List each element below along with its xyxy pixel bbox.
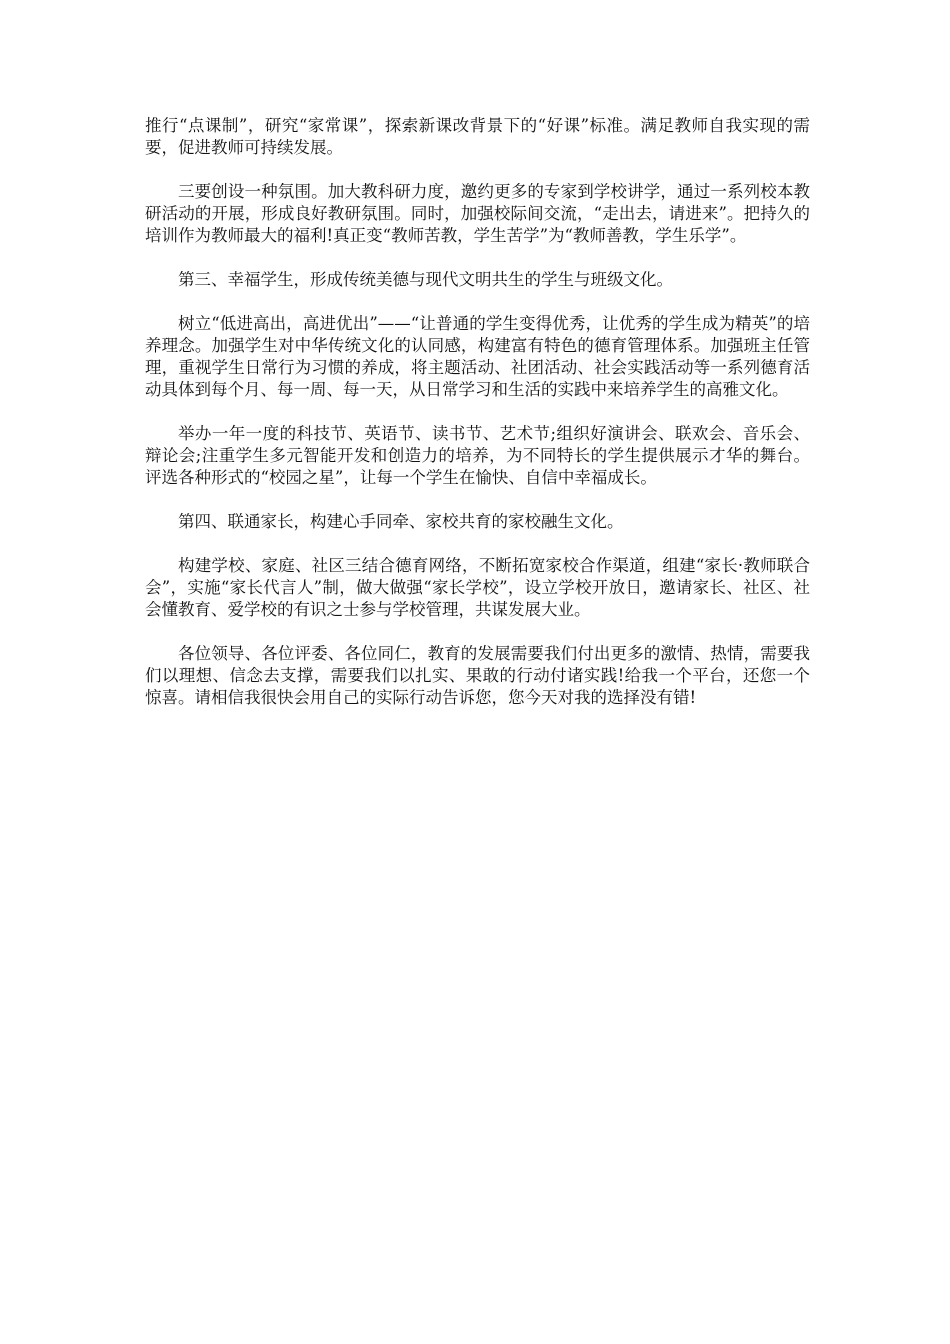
paragraph-7: 构建学校、家庭、社区三结合德育网络，不断拓宽家校合作渠道，组建“家长·教师联合会”，实施“家长代言人”制，做大做强“家长学校”，设立学校开放日，邀请家长、社区、社会懂教育、爱学校的有识之士参与学校管理，共谋发展大业。	[145, 556, 810, 619]
paragraph-3-heading: 第三、幸福学生，形成传统美德与现代文明共生的学生与班级文化。	[178, 270, 673, 289]
paragraph-2: 三要创设一种氛围。加大教科研力度，邀约更多的专家到学校讲学，通过一系列校本教研活动的开展，形成良好教研氛围。同时，加强校际间交流，“走出去，请进来”。把持久的培训作为教师最大的福利!真正变“教师苦教，学生苦学”为“教师善教，学生乐学”。	[145, 182, 810, 245]
paragraph-5: 举办一年一度的科技节、英语节、读书节、艺术节;组织好演讲会、联欢会、音乐会、辩论会;注重学生多元智能开发和创造力的培养，为不同特长的学生提供展示才华的舞台。评选各种形式的“校园之星”，让每一个学生在愉快、自信中幸福成长。	[145, 424, 810, 487]
document-body	[145, 115, 810, 731]
paragraph-4: 树立“低进高出，高进优出”——“让普通的学生变得优秀，让优秀的学生成为精英”的培养理念。加强学生对中华传统文化的认同感，构建富有特色的德育管理体系。加强班主任管理，重视学生日常行为习惯的养成，将主题活动、社团活动、社会实践活动等一系列德育活动具体到每个月、每一周、每一天，从日常学习和生活的实践中来培养学生的高雅文化。	[145, 314, 810, 399]
paragraph-8-closing: 各位领导、各位评委、各位同仁，教育的发展需要我们付出更多的激情、热情，需要我们以理想、信念去支撑，需要我们以扎实、果敢的行动付诸实践!给我一个平台，还您一个惊喜。请相信我很快会用自己的实际行动告诉您，您今天对我的选择没有错!	[145, 644, 810, 707]
paragraph-1: 推行“点课制”，研究“家常课”，探索新课改背景下的“好课”标准。满足教师自我实现的需要，促进教师可持续发展。	[145, 116, 810, 157]
paragraph-6-heading: 第四、联通家长，构建心手同牵、家校共育的家校融生文化。	[178, 512, 624, 531]
